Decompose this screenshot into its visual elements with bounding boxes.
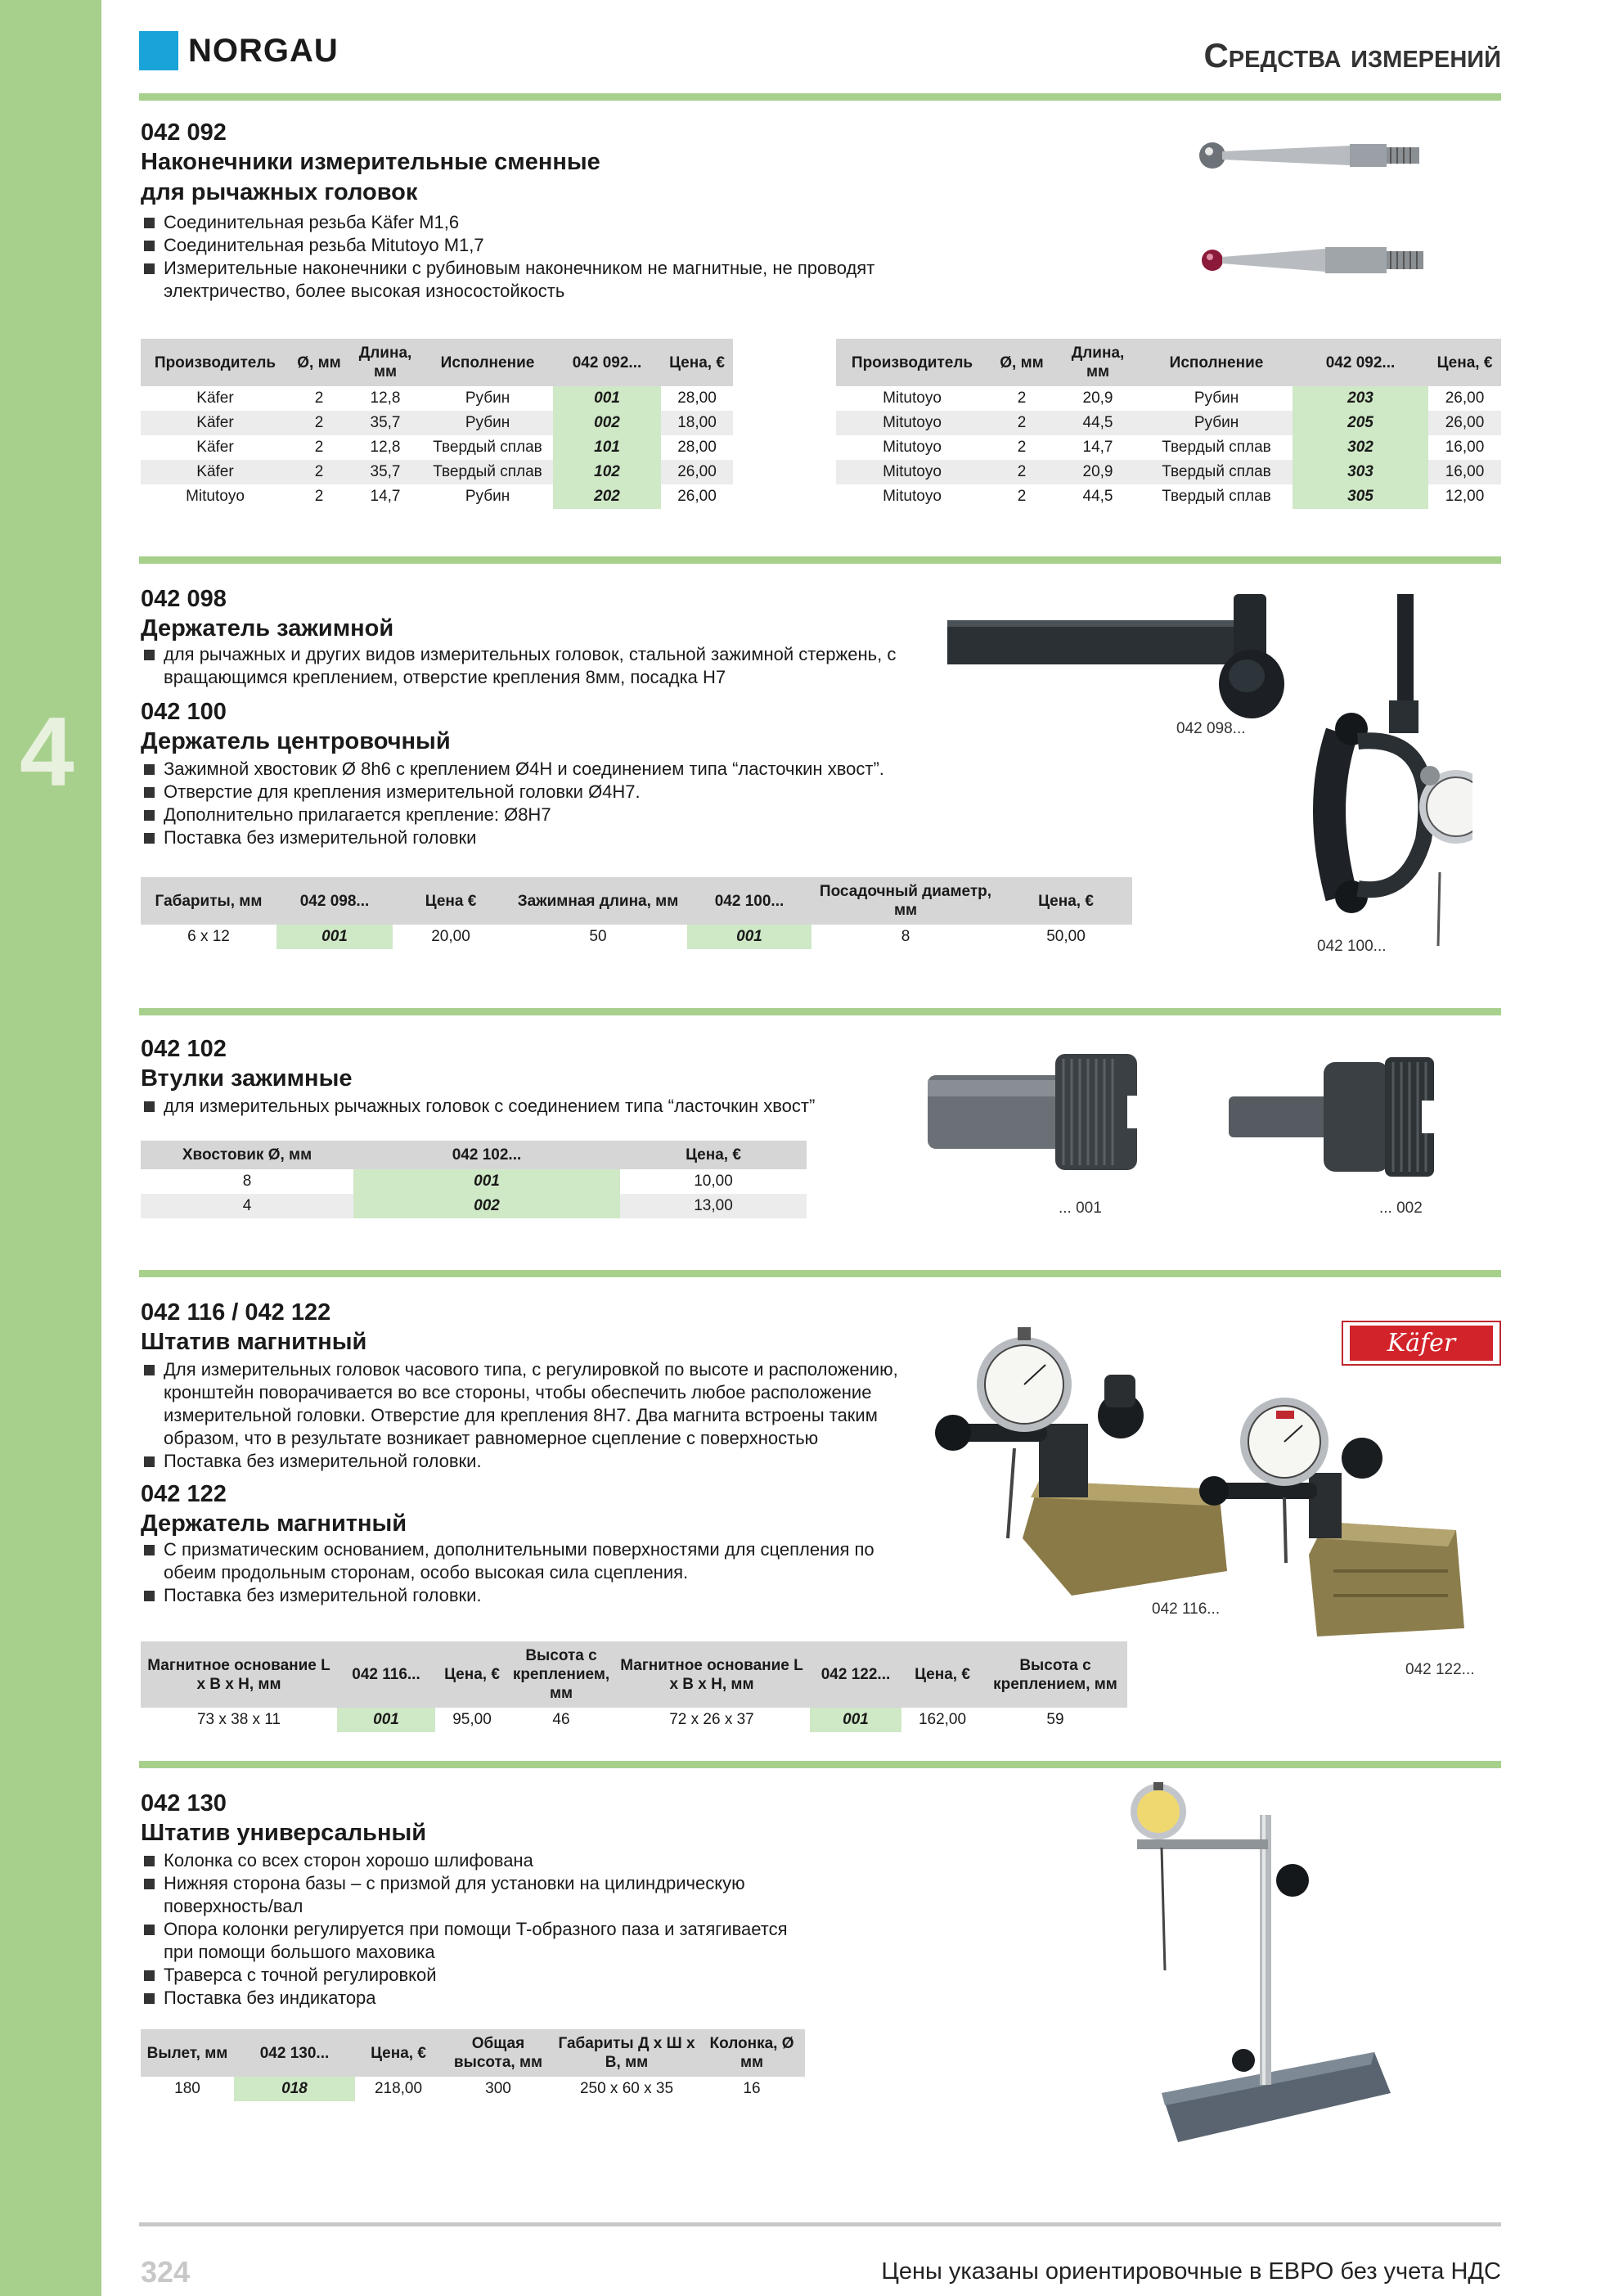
column-header: Цена, €	[620, 1141, 807, 1169]
feature-list	[141, 643, 926, 689]
table-cell: 95,00	[452, 1711, 492, 1728]
spec-table-mitutoyo	[836, 339, 1501, 509]
table-cell: 001	[687, 925, 812, 949]
page-title: Средства измерений	[1203, 36, 1501, 74]
column-header: Общая высота, мм	[442, 2029, 555, 2077]
table-cell: Рубин	[422, 411, 553, 435]
centering-holder-image	[1309, 594, 1472, 954]
table-cell: 2	[988, 411, 1055, 435]
table-cell: 35,7	[348, 411, 422, 435]
divider	[139, 1761, 1501, 1768]
feature-item: Поставка без измерительной головки.	[141, 1584, 926, 1607]
table-cell: Твердый сплав	[1162, 439, 1271, 456]
table-cell: 002	[353, 1194, 620, 1218]
section-number: 4	[20, 697, 74, 807]
table-cell: Mitutoyo	[836, 460, 988, 484]
table-cell: 16	[743, 2080, 761, 2097]
feature-list	[141, 1538, 926, 1607]
feature-item: Опора колонки регулируется при помощи T-образного паза и затягивается при помощи большого маховика	[141, 1918, 812, 1964]
column-header: Посадочный диаметр, мм	[812, 877, 1000, 925]
table-cell: 26,00	[1445, 389, 1485, 407]
table-cell: Рубин	[1140, 411, 1293, 435]
column-header: Габариты, мм	[141, 877, 276, 925]
column-header: Габариты Д x Ш x В, мм	[555, 2029, 699, 2077]
table-cell: 250 x 60 x 35	[579, 2080, 674, 2097]
table-cell: 001	[353, 1169, 620, 1194]
table-cell: 2	[988, 460, 1055, 484]
column-header: 042 116...	[337, 1641, 435, 1708]
column-header: Колонка, Ø мм	[699, 2029, 805, 2077]
table-row	[141, 435, 733, 460]
ruby-probe-tip-image	[1194, 236, 1432, 285]
feature-item: для рычажных и других видов измерительных головок, стальной зажимной стержень, с вращающимся креплением, отверстие крепления 8мм, посадка H7	[141, 643, 926, 689]
feature-item: Зажимной хвостовик Ø 8h6 с креплением Ø4H и соединением типа “ласточкин хвост”.	[141, 758, 926, 781]
magnetic-holder-image	[1194, 1391, 1489, 1645]
image-caption: ... 002	[1379, 1200, 1423, 1217]
table-cell: Твердый сплав	[1162, 488, 1271, 505]
table-cell: 4	[141, 1194, 353, 1218]
table-cell: 8	[242, 1173, 252, 1190]
table-cell: 14,7	[1082, 439, 1113, 456]
table-cell: 44,5	[1082, 488, 1113, 505]
column-header: 042 130...	[234, 2029, 355, 2077]
table-cell: 303	[1293, 460, 1428, 484]
product-title: Держатель зажимной	[141, 615, 394, 642]
table-cell: 12,8	[370, 439, 401, 456]
column-header: 042 092...	[1293, 339, 1428, 386]
table-cell: 2	[1017, 439, 1027, 456]
feature-item: Траверса с точной регулировкой	[141, 1964, 812, 1987]
table-cell: 12,8	[370, 389, 401, 407]
table-cell: 001	[337, 1708, 435, 1732]
column-header: Ø, мм	[290, 339, 348, 386]
table-cell: 302	[1293, 435, 1428, 460]
product-code: 042 102	[141, 1036, 227, 1062]
feature-item: С призматическим основанием, дополнительными поверхностями для сцепления по обеим продольным сторонам, особо высокая сила сцепления.	[141, 1538, 926, 1584]
column-header: Ø, мм	[988, 339, 1055, 386]
table-cell: 50	[589, 928, 607, 945]
table-row	[836, 411, 1501, 435]
product-title: Втулки зажимные	[141, 1065, 353, 1092]
table-cell: Твердый сплав	[422, 460, 553, 484]
table-cell: 2	[314, 439, 324, 456]
table-cell: 10,00	[694, 1173, 733, 1190]
product-title: Держатель магнитный	[141, 1510, 407, 1537]
table-row	[141, 386, 733, 411]
table-cell: 8	[901, 928, 910, 945]
feature-list	[141, 1095, 926, 1118]
column-header: Вылет, мм	[141, 2029, 234, 2077]
column-header: 042 102...	[353, 1141, 620, 1169]
sidebar-band	[0, 0, 101, 2296]
table-cell: Mitutoyo	[836, 411, 988, 435]
product-code: 042 130	[141, 1790, 227, 1817]
column-header: Производитель	[141, 339, 290, 386]
column-header: Цена, €	[1000, 877, 1132, 925]
table-cell: 101	[553, 435, 661, 460]
feature-item: Соединительная резьба Käfer M1,6	[141, 211, 926, 234]
feature-item: Отверстие для крепления измерительной головки Ø4H7.	[141, 781, 926, 804]
feature-item: Для измерительных головок часового типа, с регулировкой по высоте и расположению, кронштейн поворачивается во все стороны, чтобы обеспечить любое расположение измерительной головки. Отверстие для крепления 8H7. Два магнита встроены таким образом, что в результате возникает равномерное сцепление с поверхностью	[141, 1358, 926, 1450]
table-cell: 26,00	[1428, 411, 1501, 435]
image-caption: 042 098...	[1176, 720, 1246, 737]
table-cell: 2	[290, 411, 348, 435]
column-header: Цена €	[393, 877, 509, 925]
table-cell: Твердый сплав	[433, 439, 542, 456]
table-cell: 2	[1017, 488, 1027, 505]
product-code: 042 098	[141, 586, 227, 612]
feature-list	[141, 211, 926, 303]
table-row	[836, 460, 1501, 484]
table-cell: 2	[290, 460, 348, 484]
feature-item: для измерительных рычажных головок с соединением типа “ласточкин хвост”	[141, 1095, 926, 1118]
column-header: Длина, мм	[1055, 339, 1140, 386]
footer-note: Цены указаны ориентировочные в ЕВРО без учета НДС	[881, 2258, 1501, 2285]
feature-item: Дополнительно прилагается крепление: Ø8H7	[141, 804, 926, 826]
table-cell: Mitutoyo	[883, 488, 942, 505]
divider	[139, 1270, 1501, 1277]
table-cell: Mitutoyo	[186, 488, 245, 505]
table-cell: 203	[1293, 386, 1428, 411]
table-row	[836, 386, 1501, 411]
spec-table-kafer	[141, 339, 733, 509]
table-cell: Рубин	[465, 389, 510, 407]
column-header: Зажимная длина, мм	[509, 877, 687, 925]
column-header: 042 100...	[687, 877, 812, 925]
image-caption: 042 100...	[1317, 938, 1387, 955]
table-cell: Käfer	[141, 460, 290, 484]
table-cell: 018	[234, 2077, 355, 2101]
table-cell: 001	[553, 386, 661, 411]
product-title: Штатив магнитный	[141, 1329, 367, 1355]
feature-item: Нижняя сторона базы – с призмой для установки на цилиндрическую поверхность/вал	[141, 1872, 812, 1918]
table-cell: 001	[276, 925, 393, 949]
table-cell: 26,00	[677, 488, 717, 505]
feature-item: Поставка без индикатора	[141, 1987, 812, 2010]
table-cell: 180	[174, 2080, 200, 2097]
table-cell: 6 x 12	[187, 928, 230, 945]
table-cell: 001	[810, 1708, 901, 1732]
table-cell: 44,5	[1055, 411, 1140, 435]
table-cell: 205	[1293, 411, 1428, 435]
probe-tip-image	[1186, 131, 1423, 180]
table-row	[141, 460, 733, 484]
clamp-holder-image	[941, 586, 1325, 733]
spec-table-magnetic	[141, 1641, 1127, 1732]
divider	[139, 556, 1501, 564]
column-header: Цена, €	[355, 2029, 442, 2077]
page-header	[139, 28, 1501, 77]
table-row	[141, 1194, 807, 1218]
table-cell: Mitutoyo	[883, 389, 942, 407]
table-cell: Käfer	[141, 411, 290, 435]
spec-table-holders	[141, 877, 1132, 949]
table-cell: 46	[552, 1711, 570, 1728]
table-cell: 305	[1293, 484, 1428, 509]
table-cell: Käfer	[196, 389, 234, 407]
table-cell: 73 x 38 x 11	[196, 1711, 281, 1728]
column-header: Цена, €	[661, 339, 733, 386]
product-title: Штатив универсальный	[141, 1820, 427, 1846]
table-cell: 28,00	[677, 389, 717, 407]
table-row	[141, 1169, 807, 1194]
page-number: 324	[141, 2255, 191, 2289]
feature-item: Колонка со всех сторон хорошо шлифована	[141, 1849, 812, 1872]
column-header: Цена, €	[1428, 339, 1501, 386]
divider	[139, 1008, 1501, 1015]
sleeve-001-image	[924, 1051, 1145, 1173]
column-header: Длина, мм	[348, 339, 422, 386]
column-header: Магнитное основание L x B x H, мм	[614, 1641, 810, 1708]
table-cell: 16,00	[1445, 439, 1485, 456]
table-cell: 218,00	[374, 2080, 423, 2097]
footer-divider	[139, 2222, 1501, 2226]
table-cell: Käfer	[196, 439, 234, 456]
feature-item: Измерительные наконечники с рубиновым наконечником не магнитные, не проводят электричество, более высокая износостойкость	[141, 257, 926, 303]
column-header: Магнитное основание L x B x H, мм	[141, 1641, 337, 1708]
table-cell: Твердый сплав	[1140, 460, 1293, 484]
table-cell: Рубин	[465, 488, 510, 505]
table-cell: 35,7	[348, 460, 422, 484]
spec-table-universal	[141, 2029, 805, 2101]
column-header: 042 098...	[276, 877, 393, 925]
column-header: Цена, €	[435, 1641, 509, 1708]
table-row	[836, 484, 1501, 509]
column-header: Высота с креплением, мм	[509, 1641, 614, 1708]
feature-list	[141, 1358, 926, 1473]
table-cell: 162,00	[918, 1711, 967, 1728]
table-cell: 20,9	[1055, 460, 1140, 484]
divider	[139, 93, 1501, 101]
table-cell: 14,7	[370, 488, 401, 505]
product-code: 042 122	[141, 1481, 227, 1507]
product-code: 042 092	[141, 119, 227, 146]
universal-stand-image	[1129, 1782, 1399, 2150]
column-header: Исполнение	[1140, 339, 1293, 386]
table-cell: 72 x 26 x 37	[669, 1711, 754, 1728]
table-cell: 20,9	[1082, 389, 1113, 407]
table-cell: 18,00	[661, 411, 733, 435]
table-cell: 16,00	[1428, 460, 1501, 484]
table-cell: 202	[553, 484, 661, 509]
feature-item: Соединительная резьба Mitutoyo M1,7	[141, 234, 926, 257]
spec-table-sleeves	[141, 1141, 807, 1218]
sleeve-002-image	[1225, 1056, 1446, 1178]
table-cell: Рубин	[1194, 389, 1239, 407]
table-row	[836, 435, 1501, 460]
product-code: 042 116 / 042 122	[141, 1299, 331, 1326]
feature-list	[141, 1849, 812, 2010]
table-cell: 26,00	[661, 460, 733, 484]
product-code: 042 100	[141, 699, 227, 725]
column-header: Цена, €	[901, 1641, 983, 1708]
column-header: Производитель	[836, 339, 988, 386]
column-header: Высота с креплением, мм	[983, 1641, 1127, 1708]
brand-logo: NORGAU	[188, 33, 339, 69]
table-cell: 2	[314, 389, 324, 407]
table-cell: 002	[553, 411, 661, 435]
column-header: Исполнение	[422, 339, 553, 386]
column-header: Хвостовик Ø, мм	[141, 1141, 353, 1169]
image-caption: 042 122...	[1405, 1661, 1475, 1678]
logo-square-icon	[139, 31, 178, 70]
table-cell: 2	[1017, 389, 1027, 407]
image-caption: ... 001	[1059, 1200, 1102, 1217]
table-row	[141, 411, 733, 435]
table-cell: 28,00	[677, 439, 717, 456]
feature-item: Поставка без измерительной головки	[141, 826, 926, 849]
table-cell: 20,00	[431, 928, 470, 945]
table-cell: Mitutoyo	[883, 439, 942, 456]
kafer-logo: Käfer	[1342, 1321, 1501, 1366]
table-cell: 2	[314, 488, 324, 505]
table-row	[141, 484, 733, 509]
table-cell: 59	[1046, 1711, 1064, 1728]
image-caption: 042 116...	[1152, 1600, 1221, 1618]
magnetic-stand-image	[933, 1326, 1235, 1604]
table-cell: 102	[553, 460, 661, 484]
column-header: 042 092...	[553, 339, 661, 386]
feature-item: Поставка без измерительной головки.	[141, 1450, 926, 1473]
table-cell: 13,00	[620, 1194, 807, 1218]
product-title: Наконечники измерительные сменные для рычажных головок	[141, 149, 600, 205]
table-cell: 12,00	[1445, 488, 1485, 505]
feature-list	[141, 758, 926, 849]
column-header: 042 122...	[810, 1641, 901, 1708]
table-cell: 50,00	[1046, 928, 1086, 945]
table-cell: 300	[485, 2080, 511, 2097]
product-title: Держатель центровочный	[141, 728, 451, 754]
